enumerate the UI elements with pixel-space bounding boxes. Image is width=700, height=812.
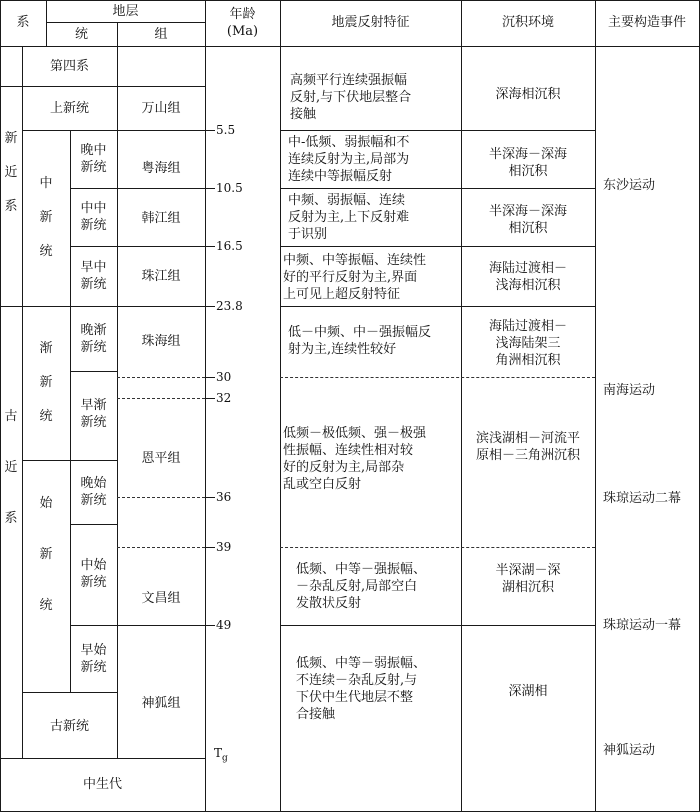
age-label: 30 (216, 370, 232, 384)
system-mesozoic: 中生代 (82, 777, 122, 792)
event-shenhu: 神狐运动 (603, 743, 656, 758)
age-label: 16.5 (216, 239, 243, 253)
series-miocene-middle: 中中 新统 (80, 201, 107, 233)
seismic-cell: 低频、中等－强振幅、 －杂乱反射,局部空白 发散状反射 (296, 562, 427, 611)
formation-yuehai: 粤海组 (141, 161, 181, 176)
formation-zhuhai: 珠海组 (141, 334, 181, 349)
system-paleogene: 古 近 系 (4, 409, 18, 526)
age-label: 39 (216, 540, 232, 554)
environment-cell: 半深海－深海 相沉积 (488, 147, 567, 179)
series-paleocene: 古新统 (49, 719, 89, 734)
header-xi: 系 (16, 15, 30, 30)
series-eocene-early: 早始 新统 (80, 643, 107, 675)
environment-cell: 滨浅湖相－河流平 原相－三角洲沉积 (475, 431, 580, 463)
environment-cell: 半深湖－深 湖相沉积 (495, 563, 561, 595)
age-label: 36 (216, 490, 232, 504)
header-diceng: 地层 (112, 4, 139, 19)
series-pliocene: 上新统 (49, 101, 89, 116)
seismic-cell: 高频平行连续强振幅 反射,与下伏地层整合 接触 (290, 73, 412, 122)
age-label: 49 (216, 618, 232, 632)
event-zhuqiong-1: 珠琼运动一幕 (603, 618, 682, 633)
event-dongsha: 东沙运动 (603, 178, 656, 193)
header-zu: 组 (154, 27, 168, 42)
formation-hanjiang: 韩江组 (141, 211, 181, 226)
age-label: 23.8 (216, 299, 243, 313)
age-label: 10.5 (216, 181, 243, 195)
series-oligocene-early: 早渐 新统 (80, 398, 107, 430)
age-label: 5.5 (216, 123, 236, 137)
seismic-cell: 中-低频、弱振幅和不 连续反射为主,局部为 连续中等振幅反射 (288, 135, 410, 184)
environment-cell: 深湖相 (508, 684, 548, 699)
event-zhuqiong-2: 珠琼运动二幕 (603, 491, 682, 506)
environment-cell: 海陆过渡相－ 浅海相沉积 (488, 261, 567, 293)
environment-cell: 半深海－深海 相沉积 (488, 204, 567, 236)
system-neogene: 新 近 系 (4, 131, 18, 214)
series-eocene-middle: 中始 新统 (80, 558, 107, 590)
series-eocene-late: 晚始 新统 (80, 476, 107, 508)
formation-wenchang: 文昌组 (141, 591, 181, 606)
environment-cell: 深海相沉积 (495, 87, 561, 102)
header-seismic: 地震反射特征 (331, 15, 410, 30)
formation-enping: 恩平组 (141, 451, 181, 466)
formation-wanshan: 万山组 (141, 101, 181, 116)
header-age: 年龄 (Ma) (226, 7, 259, 39)
formation-zhujiang: 珠江组 (141, 269, 181, 284)
seismic-cell: 低频－极低频、强－极强 性振幅、连续性相对较 好的反射为主,局部杂 乱或空白反射 (283, 426, 427, 492)
seismic-cell: 中频、弱振幅、连续 反射为主,上下反射难 于识别 (288, 193, 410, 242)
environment-cell: 海陆过渡相－ 浅海陆架三 角洲相沉积 (488, 319, 567, 368)
series-miocene-late: 晚中 新统 (80, 143, 107, 175)
event-nanhai: 南海运动 (603, 383, 656, 398)
seismic-cell: 低－中频、中－强振幅反 射为主,连续性较好 (288, 325, 432, 357)
formation-shenhu: 神狐组 (141, 696, 181, 711)
system-quaternary: 第四系 (49, 59, 89, 74)
series-oligocene-late: 晚渐 新统 (80, 323, 107, 355)
header-events: 主要构造事件 (607, 15, 686, 30)
seismic-cell: 低频、中等－弱振幅、 不连续－杂乱反射,与 下伏中生代地层不整 合接触 (296, 656, 427, 722)
series-oligocene: 渐 新 统 (39, 341, 53, 424)
seismic-cell: 中频、中等振幅、连续性 好的平行反射为主,界面 上可见上超反射特征 (283, 253, 427, 302)
header-environment: 沉积环境 (501, 15, 554, 30)
header-tong: 统 (74, 27, 88, 42)
series-miocene: 中 新 统 (39, 176, 53, 259)
series-miocene-early: 早中 新统 (80, 260, 107, 292)
age-tg-label: $T_g$ (214, 746, 228, 764)
series-eocene: 始 新 统 (39, 496, 53, 613)
age-label: 32 (216, 391, 232, 405)
